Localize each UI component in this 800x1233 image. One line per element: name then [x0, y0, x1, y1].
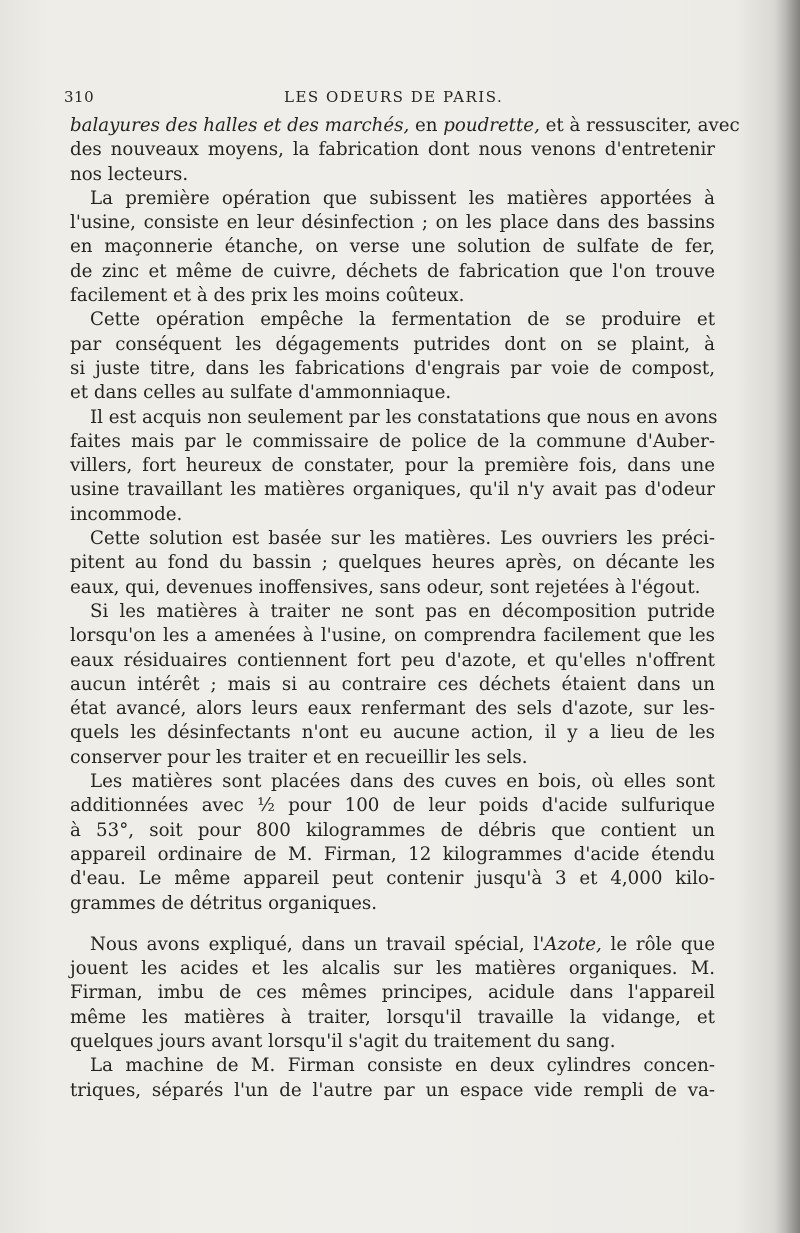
text-line: usine travaillant les matières organiques, qu'il n'y avait pas d'odeur	[70, 479, 715, 501]
paragraph-gap	[70, 916, 715, 933]
text-line: Si les matières à traiter ne sont pas en décomposition putride	[90, 600, 715, 622]
text-line: pitent au fond du bassin ; quelques heures après, on décante les	[70, 552, 715, 574]
text-line: appareil ordinaire de M. Firman, 12 kilogrammes d'acide étendu	[70, 843, 715, 865]
text-line: Cette solution est basée sur les matières. Les ouvriers les préci-	[90, 528, 715, 550]
text-line: lorsqu'on les a amenées à l'usine, on comprendra facilement que les	[70, 625, 715, 647]
text-line: par conséquent les dégagements putrides dont on se plaint, à	[70, 333, 715, 355]
text-line: en maçonnerie étanche, on verse une solution de sulfate de fer,	[70, 236, 715, 258]
text-line: nos lecteurs.	[70, 163, 189, 185]
text-line: des nouveaux moyens, la fabrication dont nous venons d'entretenir	[70, 139, 715, 161]
text-line: facilement et à des prix les moins coûteux.	[70, 285, 465, 307]
text-line: triques, séparés l'un de l'autre par un espace vide rempli de va-	[70, 1079, 715, 1101]
text-line: conserver pour les traiter et en recueillir les sels.	[70, 746, 528, 768]
text-line: La machine de M. Firman consiste en deux cylindres concen-	[90, 1055, 715, 1077]
text-line: aucun intérêt ; mais si au contraire ces déchets étaient dans un	[70, 673, 715, 695]
body-text	[70, 114, 740, 1103]
text-line: état avancé, alors leurs eaux renfermant des sels d'azote, sur les-	[70, 698, 715, 720]
page-edge-shadow	[774, 0, 800, 1233]
text-line: villers, fort heureux de constater, pour la première fois, dans une	[70, 455, 715, 477]
text-line: eaux, qui, devenues inoffensives, sans odeur, sont rejetées à l'égout.	[70, 576, 701, 598]
text-line: jouent les acides et les alcalis sur les matières organiques. M.	[70, 958, 715, 980]
text-line: si juste titre, dans les fabrications d'engrais par voie de compost,	[70, 357, 715, 379]
text-line: de zinc et même de cuivre, déchets de fabrication que l'on trouve	[70, 260, 715, 282]
text-line: grammes de détritus organiques.	[70, 892, 377, 914]
text-line: même les matières à traiter, lorsqu'il travaille la vidange, et	[70, 1006, 715, 1028]
text-line: l'usine, consiste en leur désinfection ; on les place dans des bassins	[70, 212, 715, 234]
running-title: LES ODEURS DE PARIS.	[284, 88, 504, 106]
text-line: d'eau. Le même appareil peut contenir jusqu'à 3 et 4,000 kilo-	[70, 868, 715, 890]
text-line: Il est acquis non seulement par les constatations que nous en avons	[90, 406, 718, 428]
text-line: incommode.	[70, 503, 183, 525]
text-line: à 53°, soit pour 800 kilogrammes de débris que contient un	[70, 819, 715, 841]
text-line: La première opération que subissent les matières apportées à	[90, 187, 715, 209]
text-line: faites mais par le commissaire de police de la commune d'Auber-	[70, 430, 715, 452]
text-line: additionnées avec ½ pour 100 de leur poids d'acide sulfurique	[70, 795, 715, 817]
text-line: Firman, imbu de ces mêmes principes, acidule dans l'appareil	[70, 982, 715, 1004]
text-line: quelques jours avant lorsqu'il s'agit du traitement du sang.	[70, 1030, 616, 1052]
text-line: Nous avons expliqué, dans un travail spécial, l'Azote, le rôle que	[90, 933, 715, 955]
text-line: balayures des halles et des marchés, en poudrette, et à ressusciter, avec	[70, 115, 740, 136]
text-line: quels les désinfectants n'ont eu aucune action, il y a lieu de les	[70, 722, 715, 744]
page-number: 310	[64, 88, 95, 106]
text-line: Cette opération empêche la fermentation de se produire et	[90, 309, 715, 331]
text-line: Les matières sont placées dans des cuves en bois, où elles sont	[90, 771, 715, 793]
page-header	[64, 88, 709, 112]
text-line: eaux résiduaires contiennent fort peu d'azote, et qu'elles n'offrent	[70, 649, 715, 671]
text-line: et dans celles au sulfate d'ammonniaque.	[70, 382, 452, 404]
